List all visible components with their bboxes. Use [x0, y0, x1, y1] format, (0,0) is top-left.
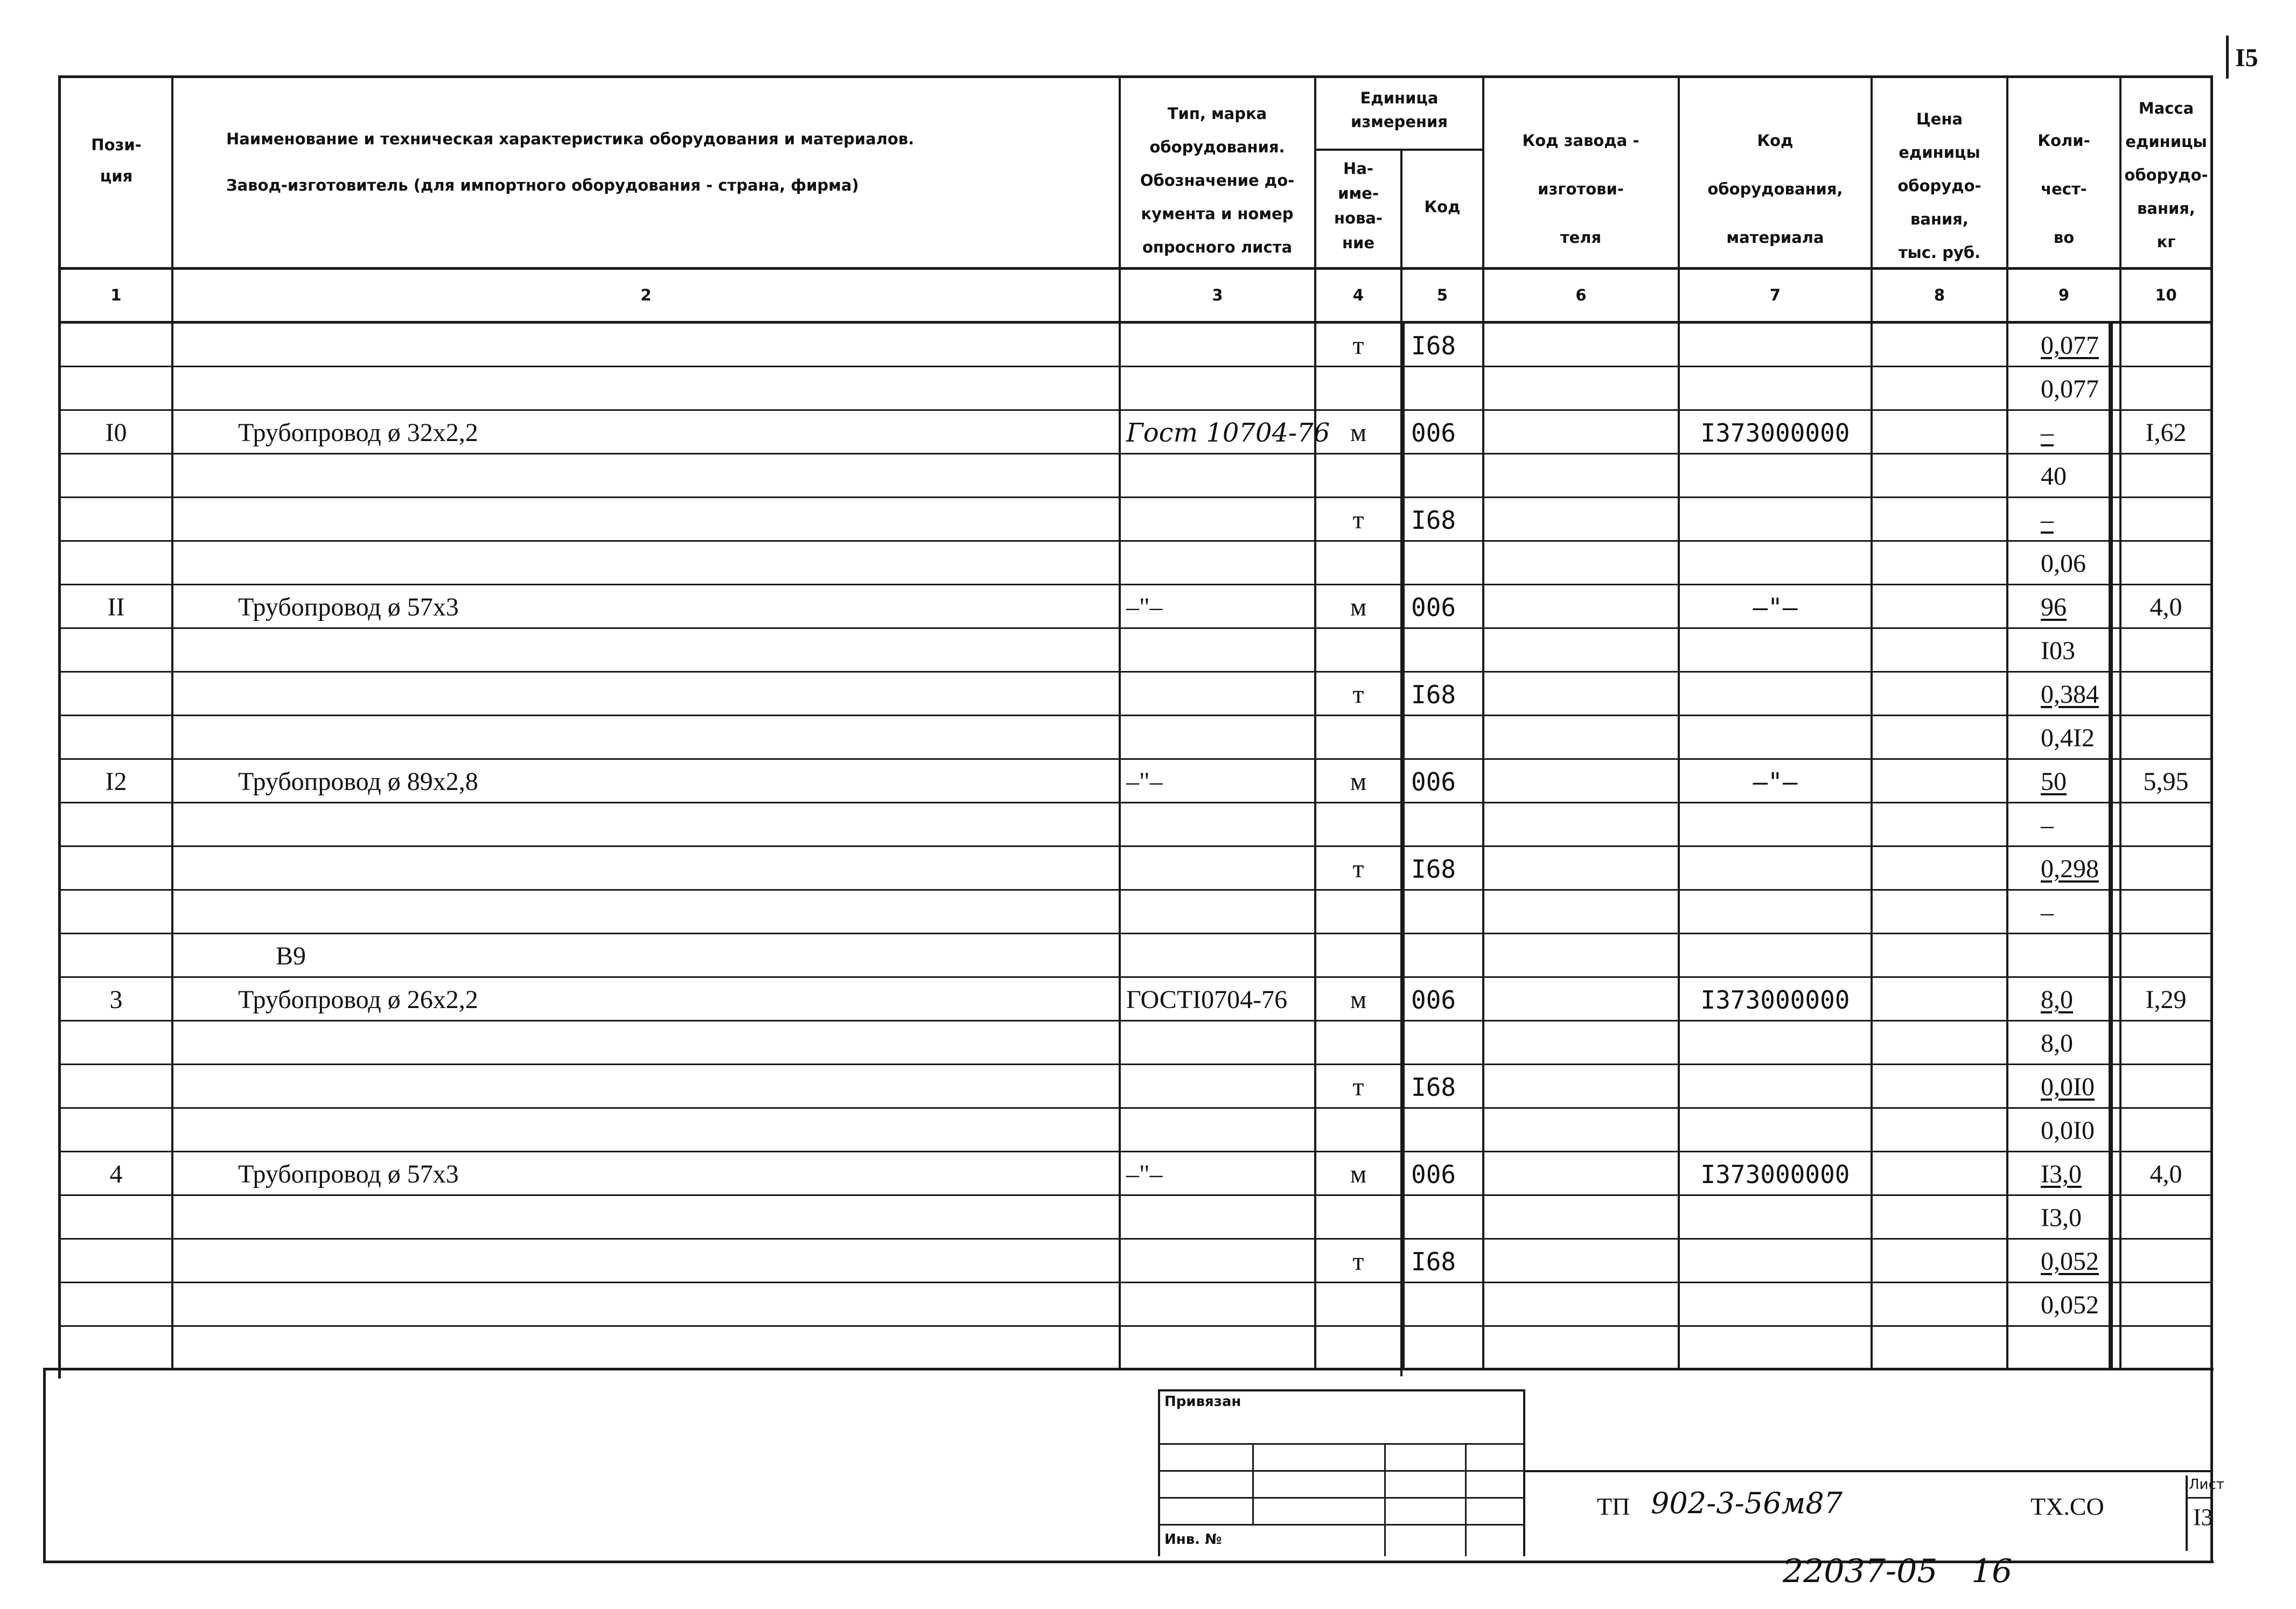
- cell-doc: –"–: [1126, 1160, 1163, 1188]
- table-row: [0, 585, 2296, 628]
- stamp-project: ТП: [1597, 1493, 1630, 1520]
- cell-qty: 0,052: [2041, 1247, 2099, 1276]
- table-row: [0, 1239, 2296, 1283]
- cell-mass: 5,95: [2143, 767, 2189, 796]
- cell-code: I68: [1411, 506, 1456, 535]
- cell-pos: I0: [105, 418, 127, 447]
- table-row: [0, 541, 2296, 585]
- cell-qty: 0,06: [2041, 549, 2086, 578]
- cell-qty: 0,4I2: [2041, 724, 2095, 752]
- table-row: [0, 847, 2296, 890]
- table-row: [0, 323, 2296, 367]
- header-unit-code: Код: [1424, 198, 1461, 216]
- stamp-doc-code: ТХ.СО: [2030, 1493, 2104, 1520]
- cell-name: Трубопровод ø 26x2,2: [238, 985, 478, 1014]
- stamp-inv: Инв. №: [1164, 1531, 1222, 1548]
- cell-pos: 4: [109, 1160, 123, 1188]
- cell-code: 006: [1411, 767, 1456, 796]
- table-row: [0, 1021, 2296, 1065]
- cell-pos: II: [107, 593, 125, 621]
- cell-code: I68: [1411, 1247, 1456, 1276]
- table-row: [0, 1195, 2296, 1239]
- table-row: [0, 672, 2296, 716]
- cell-qty: –: [2041, 506, 2054, 534]
- colnum-9: 9: [2058, 286, 2070, 304]
- table-row: [0, 716, 2296, 759]
- cell-unit: м: [1350, 985, 1367, 1014]
- cell-name: Трубопровод ø 57x3: [238, 593, 459, 621]
- cell-mat: I373000000: [1700, 418, 1850, 447]
- colnum-2: 2: [640, 286, 652, 304]
- header-material-code: Код оборудования, материала: [1707, 131, 1843, 247]
- stamp-privyazan: Привязан: [1164, 1394, 1241, 1410]
- cell-name: Трубопровод ø 57x3: [238, 1160, 459, 1188]
- colnum-5: 5: [1436, 286, 1448, 304]
- colnum-8: 8: [1934, 286, 1945, 304]
- table-row: [0, 1108, 2296, 1152]
- header-unit-name: На- име- нова- ние: [1334, 159, 1383, 252]
- cell-mat: I373000000: [1700, 1160, 1850, 1189]
- header-quantity: Коли- чест- во: [2037, 131, 2090, 247]
- cell-doc: –"–: [1126, 593, 1163, 621]
- cell-code: I68: [1411, 855, 1456, 884]
- footer-number: 22037-05: [1783, 1552, 1938, 1590]
- colnum-10: 10: [2155, 286, 2177, 304]
- cell-qty: 0,298: [2041, 855, 2099, 883]
- cell-qty: –: [2041, 898, 2054, 927]
- header-name: Наименование и техническая характеристика оборудования и материалов. Завод-изготовитель (для импортного оборудования - страна, фирма): [226, 130, 915, 194]
- cell-qty: 50: [2041, 767, 2067, 796]
- table-row: [0, 1283, 2296, 1326]
- table-row: [0, 454, 2296, 498]
- table-row: [0, 1326, 2296, 1370]
- stamp-sheet-label: Лист: [2189, 1477, 2224, 1493]
- cell-unit: т: [1352, 331, 1364, 360]
- cell-unit: м: [1350, 767, 1367, 796]
- table-row: [0, 1065, 2296, 1108]
- cell-qty: 0,077: [2041, 375, 2099, 403]
- cell-mass: I,62: [2145, 418, 2187, 447]
- cell-mat: –"–: [1753, 593, 1798, 622]
- cell-qty: 8,0: [2041, 1029, 2073, 1058]
- table-row: [0, 759, 2296, 803]
- cell-qty: 8,0: [2041, 985, 2073, 1014]
- cell-qty: I03: [2041, 636, 2075, 665]
- cell-qty: 0,0I0: [2041, 1073, 2095, 1101]
- cell-mat: I373000000: [1700, 985, 1850, 1015]
- cell-qty: I3,0: [2041, 1204, 2082, 1232]
- cell-unit: т: [1352, 1247, 1364, 1276]
- table-row: [0, 1152, 2296, 1195]
- table-row: [0, 803, 2296, 847]
- cell-unit: т: [1352, 680, 1364, 709]
- table-row: [0, 628, 2296, 672]
- cell-mat: –"–: [1753, 767, 1798, 796]
- colnum-4: 4: [1352, 286, 1364, 304]
- cell-unit: т: [1352, 1073, 1364, 1101]
- cell-mass: 4,0: [2150, 593, 2182, 621]
- cell-code: I68: [1411, 331, 1456, 360]
- cell-name: B9: [276, 942, 306, 970]
- cell-code: 006: [1411, 1160, 1456, 1189]
- cell-code: 006: [1411, 418, 1456, 447]
- cell-pos: I2: [105, 767, 127, 796]
- cell-name: Трубопровод ø 32x2,2: [238, 418, 478, 447]
- page-number: I5: [2235, 44, 2258, 72]
- table-row: [0, 498, 2296, 541]
- table-row: [0, 934, 2296, 977]
- cell-doc: Гост 10704-76: [1126, 418, 1330, 448]
- cell-unit: м: [1350, 593, 1367, 621]
- cell-unit: т: [1352, 855, 1364, 883]
- cell-qty: –: [2041, 418, 2054, 447]
- colnum-1: 1: [110, 286, 122, 304]
- cell-code: 006: [1411, 985, 1456, 1015]
- cell-qty: 0,077: [2041, 331, 2099, 360]
- cell-qty: 96: [2041, 593, 2067, 621]
- cell-name: Трубопровод ø 89x2,8: [238, 767, 478, 796]
- cell-unit: м: [1350, 1160, 1367, 1188]
- table-row: [0, 410, 2296, 454]
- cell-qty: 0,384: [2041, 680, 2099, 709]
- cell-mass: 4,0: [2150, 1160, 2182, 1188]
- table-row: [0, 367, 2296, 410]
- cell-unit: т: [1352, 506, 1364, 534]
- colnum-3: 3: [1212, 286, 1223, 304]
- footer-page: 16: [1971, 1552, 2013, 1590]
- colnum-7: 7: [1769, 286, 1781, 304]
- cell-doc: –"–: [1126, 767, 1163, 796]
- colnum-6: 6: [1575, 286, 1587, 304]
- cell-qty: 0,0I0: [2041, 1116, 2095, 1145]
- cell-qty: –: [2041, 811, 2054, 840]
- cell-qty: I3,0: [2041, 1160, 2082, 1188]
- header-position: Пози- ция: [91, 136, 142, 185]
- header-price: Цена единицы оборудо- вания, тыс. руб.: [1897, 110, 1981, 262]
- cell-qty: 40: [2041, 462, 2067, 491]
- cell-code: 006: [1411, 593, 1456, 622]
- header-mass: Масса единицы оборудо- вания, кг: [2124, 99, 2208, 251]
- header-type: Тип, марка оборудования. Обозначение до- кумента и номер опросного листа: [1140, 104, 1295, 256]
- table-row: [0, 890, 2296, 934]
- cell-pos: 3: [109, 985, 123, 1014]
- header-plant-code: Код завода - изготови- теля: [1522, 131, 1639, 247]
- cell-qty: 0,052: [2041, 1291, 2099, 1319]
- cell-code: I68: [1411, 680, 1456, 709]
- cell-unit: м: [1350, 418, 1367, 447]
- header-unit: Единица измерения: [1351, 89, 1448, 131]
- cell-mass: I,29: [2145, 985, 2187, 1014]
- cell-code: I68: [1411, 1073, 1456, 1102]
- table-row: [0, 977, 2296, 1021]
- cell-doc: ГОСТI0704-76: [1126, 985, 1288, 1014]
- stamp-project-code: 902-3-56м87: [1651, 1486, 1843, 1520]
- stamp-sheet-number: I3: [2193, 1504, 2213, 1530]
